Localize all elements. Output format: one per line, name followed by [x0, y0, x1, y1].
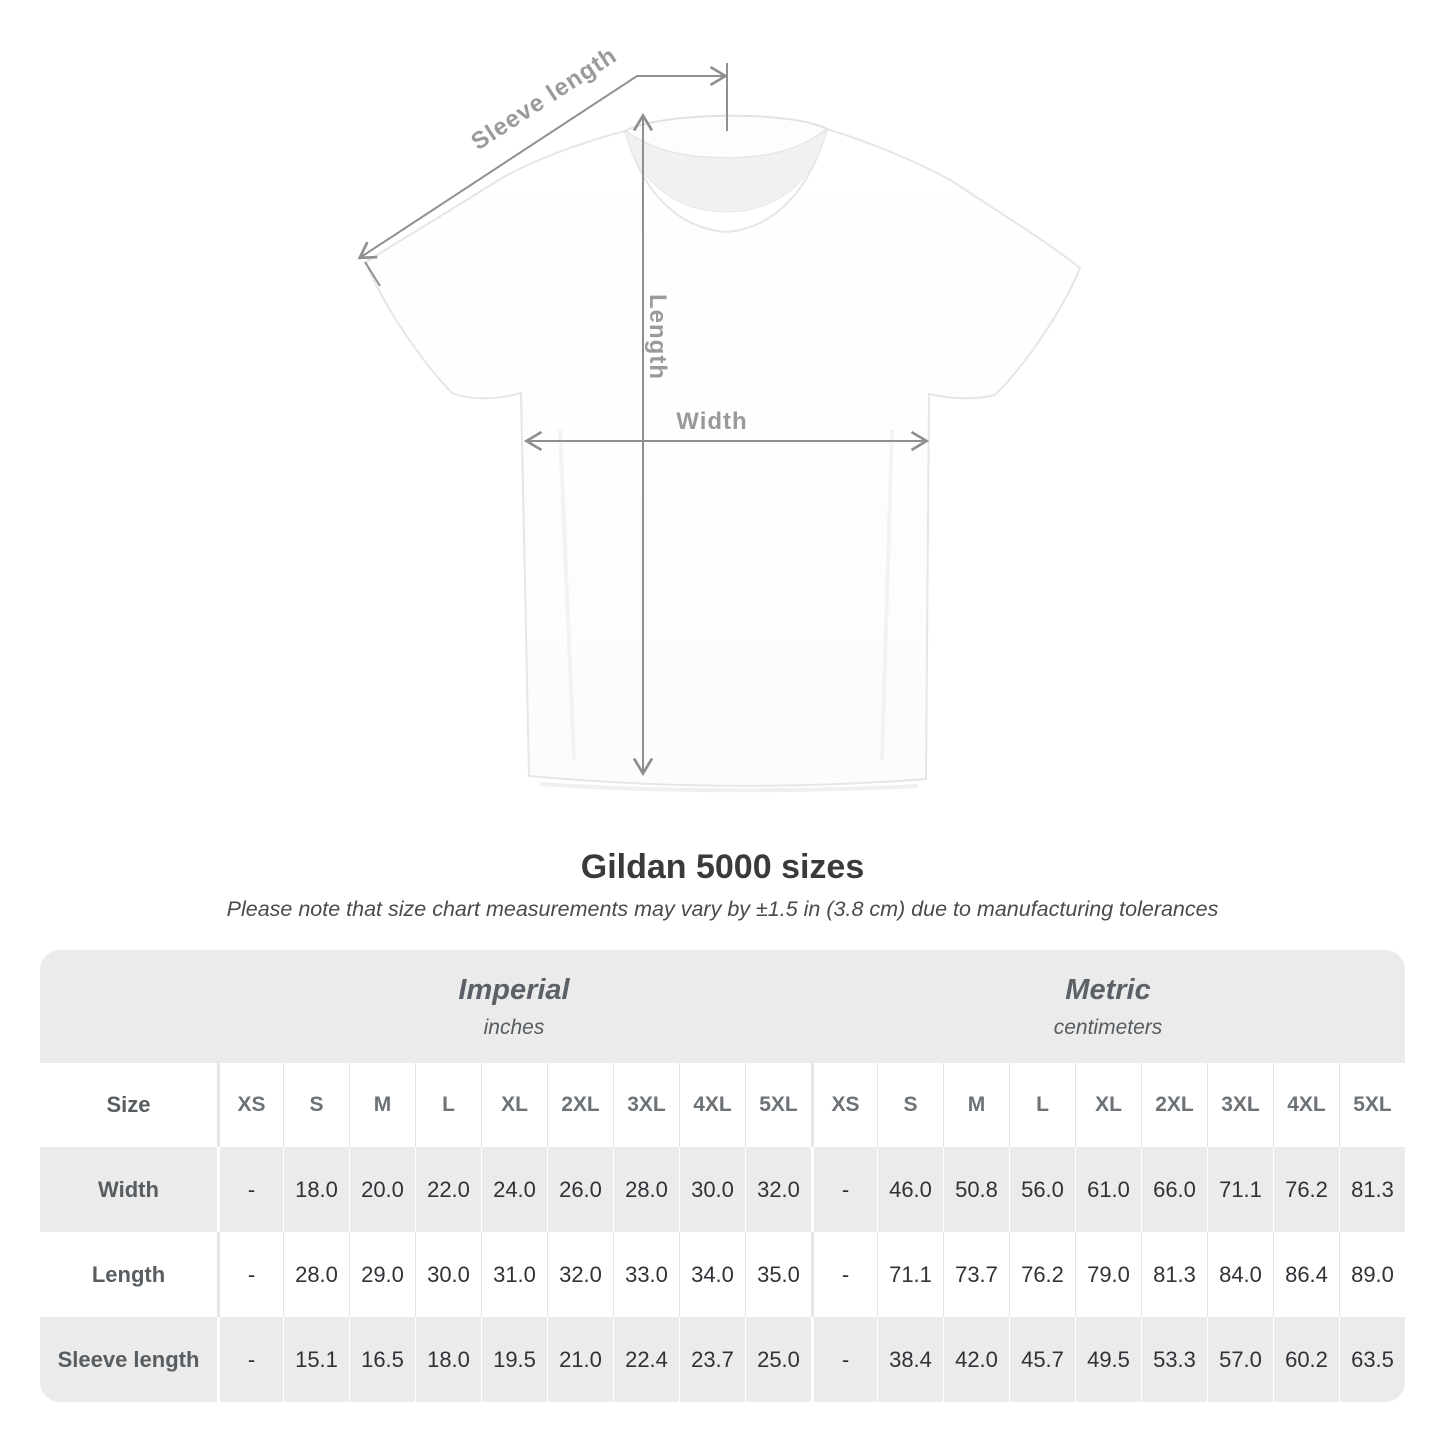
value-cell: - — [811, 1317, 877, 1402]
value-cell: - — [217, 1147, 283, 1232]
heading-block — [0, 848, 1445, 922]
size-col-header: XL — [481, 1063, 547, 1147]
width-label: Width — [676, 408, 748, 435]
table-row-length — [40, 1232, 1405, 1317]
size-col-header: XL — [1075, 1063, 1141, 1147]
value-cell: 29.0 — [349, 1232, 415, 1317]
size-col-header: L — [1009, 1063, 1075, 1147]
tolerance-note: Please note that size chart measurements may vary by ±1.5 in (3.8 cm) due to manufacturing tolerances — [226, 897, 1219, 921]
value-cell: 73.7 — [943, 1232, 1009, 1317]
value-cell: 16.5 — [349, 1317, 415, 1402]
value-cell: 50.8 — [943, 1147, 1009, 1232]
page-title: Gildan 5000 sizes — [580, 848, 865, 886]
value-cell: 23.7 — [679, 1317, 745, 1402]
value-cell: 33.0 — [613, 1232, 679, 1317]
value-cell: 35.0 — [745, 1232, 811, 1317]
value-cell: 22.0 — [415, 1147, 481, 1232]
value-cell: 26.0 — [547, 1147, 613, 1232]
metric-title: Metric — [1065, 973, 1151, 1006]
size-col-header: S — [877, 1063, 943, 1147]
value-cell: 32.0 — [547, 1232, 613, 1317]
value-cell: 60.2 — [1273, 1317, 1339, 1402]
value-cell: 76.2 — [1273, 1147, 1339, 1232]
unit-header-band — [40, 950, 1405, 1063]
value-cell: 22.4 — [613, 1317, 679, 1402]
size-col-header: M — [349, 1063, 415, 1147]
value-cell: 25.0 — [745, 1317, 811, 1402]
value-cell: - — [217, 1317, 283, 1402]
value-cell: - — [811, 1147, 877, 1232]
value-cell: 81.3 — [1141, 1232, 1207, 1317]
value-cell: 15.1 — [283, 1317, 349, 1402]
value-cell: 89.0 — [1339, 1232, 1405, 1317]
value-cell: 46.0 — [877, 1147, 943, 1232]
imperial-subtitle: inches — [483, 1015, 545, 1039]
sleeve-length-label: Sleeve length — [466, 41, 622, 156]
value-cell: 86.4 — [1273, 1232, 1339, 1317]
value-cell: 56.0 — [1009, 1147, 1075, 1232]
value-cell: 84.0 — [1207, 1232, 1273, 1317]
row-label: Length — [91, 1261, 166, 1287]
value-cell: 53.3 — [1141, 1317, 1207, 1402]
value-cell: 30.0 — [415, 1232, 481, 1317]
size-col-header: S — [283, 1063, 349, 1147]
value-cell: 28.0 — [613, 1147, 679, 1232]
value-cell: 31.0 — [481, 1232, 547, 1317]
value-cell: 45.7 — [1009, 1317, 1075, 1402]
value-cell: 42.0 — [943, 1317, 1009, 1402]
value-cell: 57.0 — [1207, 1317, 1273, 1402]
tshirt-graphic — [366, 116, 1080, 791]
row-label: Width — [98, 1176, 159, 1202]
value-cell: 32.0 — [745, 1147, 811, 1232]
size-col-header: L — [415, 1063, 481, 1147]
length-label: Length — [644, 294, 671, 380]
size-col-header: 4XL — [1273, 1063, 1339, 1147]
row-label: Sleeve length — [57, 1346, 200, 1372]
value-cell: 19.5 — [481, 1317, 547, 1402]
value-cell: 79.0 — [1075, 1232, 1141, 1317]
size-col-header: XS — [811, 1063, 877, 1147]
size-col-header: 3XL — [1207, 1063, 1273, 1147]
size-col-header: 5XL — [1339, 1063, 1405, 1147]
table-row-width — [40, 1147, 1405, 1232]
table-row-sleeve-length — [40, 1317, 1405, 1402]
value-cell: 18.0 — [415, 1317, 481, 1402]
imperial-header — [217, 950, 811, 1063]
value-cell: - — [811, 1232, 877, 1317]
value-cell: 24.0 — [481, 1147, 547, 1232]
value-cell: 49.5 — [1075, 1317, 1141, 1402]
value-cell: 81.3 — [1339, 1147, 1405, 1232]
value-cell: 61.0 — [1075, 1147, 1141, 1232]
value-cell: 63.5 — [1339, 1317, 1405, 1402]
size-header-row — [40, 1063, 1405, 1147]
imperial-title: Imperial — [458, 973, 570, 1006]
value-cell: 34.0 — [679, 1232, 745, 1317]
value-cell: 18.0 — [283, 1147, 349, 1232]
size-header-label: Size — [106, 1092, 151, 1117]
value-cell: 30.0 — [679, 1147, 745, 1232]
value-cell: 71.1 — [1207, 1147, 1273, 1232]
size-col-header: 4XL — [679, 1063, 745, 1147]
metric-header — [811, 950, 1405, 1063]
tshirt-diagram — [330, 40, 1120, 810]
size-chart-table — [40, 950, 1405, 1402]
value-cell: 66.0 — [1141, 1147, 1207, 1232]
value-cell: 76.2 — [1009, 1232, 1075, 1317]
metric-subtitle: centimeters — [1053, 1015, 1163, 1039]
value-cell: 38.4 — [877, 1317, 943, 1402]
size-col-header: XS — [217, 1063, 283, 1147]
value-cell: 71.1 — [877, 1232, 943, 1317]
value-cell: 21.0 — [547, 1317, 613, 1402]
value-cell: - — [217, 1232, 283, 1317]
size-col-header: 3XL — [613, 1063, 679, 1147]
value-cell: 28.0 — [283, 1232, 349, 1317]
value-cell: 20.0 — [349, 1147, 415, 1232]
size-col-header: 2XL — [1141, 1063, 1207, 1147]
size-col-header: 2XL — [547, 1063, 613, 1147]
band-spacer — [40, 950, 217, 1063]
size-col-header: 5XL — [745, 1063, 811, 1147]
size-col-header: M — [943, 1063, 1009, 1147]
